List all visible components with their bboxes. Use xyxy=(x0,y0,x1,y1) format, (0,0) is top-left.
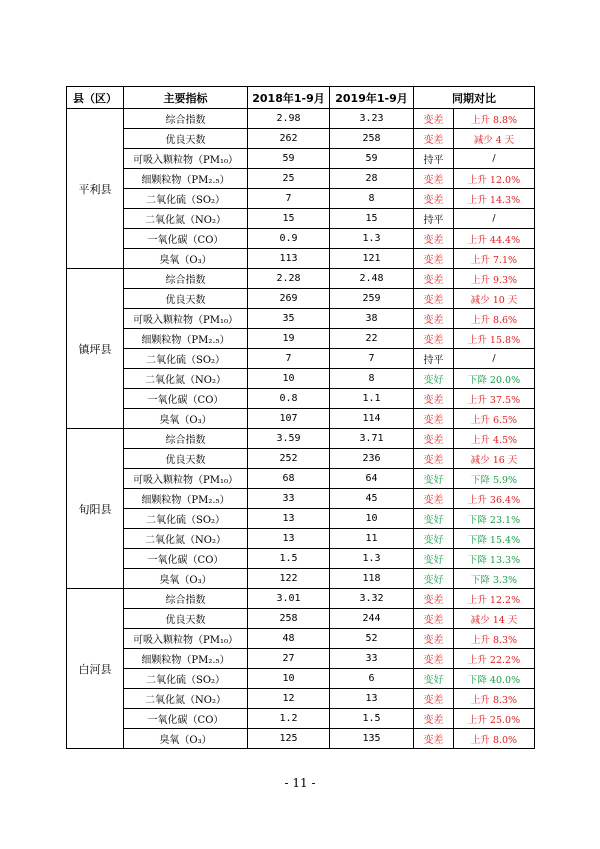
value-2018-cell: 27 xyxy=(248,649,330,669)
value-2018-cell: 19 xyxy=(248,329,330,349)
value-2019-cell: 8 xyxy=(330,189,414,209)
trend-cell: 变差 xyxy=(414,289,454,309)
value-2019-cell: 45 xyxy=(330,489,414,509)
indicator-cell: 优良天数 xyxy=(124,289,248,309)
trend-cell: 持平 xyxy=(414,149,454,169)
change-detail-cell: 下降 3.3% xyxy=(454,569,535,589)
table-row xyxy=(67,549,535,569)
value-2018-cell: 68 xyxy=(248,469,330,489)
value-2018-cell: 113 xyxy=(248,249,330,269)
change-detail-cell: 上升 22.2% xyxy=(454,649,535,669)
change-detail-cell: 下降 13.3% xyxy=(454,549,535,569)
trend-cell: 变好 xyxy=(414,569,454,589)
trend-cell: 变差 xyxy=(414,229,454,249)
value-2019-cell: 13 xyxy=(330,689,414,709)
indicator-cell: 可吸入颗粒物（PM₁₀） xyxy=(124,469,248,489)
table-row xyxy=(67,529,535,549)
indicator-cell: 综合指数 xyxy=(124,589,248,609)
value-2019-cell: 3.23 xyxy=(330,109,414,129)
change-detail-cell: 上升 8.0% xyxy=(454,729,535,749)
value-2019-cell: 2.48 xyxy=(330,269,414,289)
indicator-cell: 臭氧（O₃） xyxy=(124,249,248,269)
value-2018-cell: 7 xyxy=(248,189,330,209)
value-2019-cell: 6 xyxy=(330,669,414,689)
indicator-cell: 二氧化氮（NO₂） xyxy=(124,689,248,709)
change-detail-cell: 上升 25.0% xyxy=(454,709,535,729)
change-detail-cell: 上升 14.3% xyxy=(454,189,535,209)
header-indicator: 主要指标 xyxy=(124,87,248,109)
trend-cell: 变差 xyxy=(414,309,454,329)
value-2018-cell: 10 xyxy=(248,669,330,689)
value-2019-cell: 118 xyxy=(330,569,414,589)
change-detail-cell: 减少 10 天 xyxy=(454,289,535,309)
indicator-cell: 优良天数 xyxy=(124,449,248,469)
value-2018-cell: 59 xyxy=(248,149,330,169)
header-county: 县（区） xyxy=(67,87,124,109)
indicator-cell: 优良天数 xyxy=(124,609,248,629)
value-2018-cell: 258 xyxy=(248,609,330,629)
trend-cell: 变差 xyxy=(414,629,454,649)
county-cell: 旬阳县 xyxy=(67,429,124,589)
county-cell: 平利县 xyxy=(67,109,124,269)
trend-cell: 变差 xyxy=(414,389,454,409)
value-2019-cell: 1.5 xyxy=(330,709,414,729)
value-2018-cell: 0.9 xyxy=(248,229,330,249)
indicator-cell: 二氧化硫（SO₂） xyxy=(124,669,248,689)
indicator-cell: 综合指数 xyxy=(124,109,248,129)
value-2018-cell: 0.8 xyxy=(248,389,330,409)
trend-cell: 变差 xyxy=(414,189,454,209)
change-detail-cell: 上升 8.3% xyxy=(454,629,535,649)
indicator-cell: 可吸入颗粒物（PM₁₀） xyxy=(124,629,248,649)
indicator-cell: 二氧化氮（NO₂） xyxy=(124,369,248,389)
county-cell: 白河县 xyxy=(67,589,124,749)
change-detail-cell: 上升 8.6% xyxy=(454,309,535,329)
value-2018-cell: 13 xyxy=(248,509,330,529)
table-row xyxy=(67,149,535,169)
trend-cell: 变好 xyxy=(414,529,454,549)
trend-cell: 变差 xyxy=(414,589,454,609)
change-detail-cell: / xyxy=(454,209,535,229)
indicator-cell: 细颗粒物（PM₂.₅） xyxy=(124,489,248,509)
table-row xyxy=(67,489,535,509)
trend-cell: 变好 xyxy=(414,469,454,489)
change-detail-cell: 上升 7.1% xyxy=(454,249,535,269)
trend-cell: 变好 xyxy=(414,509,454,529)
table-row xyxy=(67,189,535,209)
table-row xyxy=(67,129,535,149)
value-2018-cell: 269 xyxy=(248,289,330,309)
indicator-cell: 二氧化硫（SO₂） xyxy=(124,189,248,209)
value-2019-cell: 38 xyxy=(330,309,414,329)
change-detail-cell: 下降 20.0% xyxy=(454,369,535,389)
table-row xyxy=(67,709,535,729)
trend-cell: 变差 xyxy=(414,689,454,709)
header-comparison: 同期对比 xyxy=(414,87,535,109)
indicator-cell: 综合指数 xyxy=(124,429,248,449)
change-detail-cell: 上升 15.8% xyxy=(454,329,535,349)
table-row xyxy=(67,409,535,429)
change-detail-cell: 下降 23.1% xyxy=(454,509,535,529)
table-row xyxy=(67,669,535,689)
indicator-cell: 可吸入颗粒物（PM₁₀） xyxy=(124,149,248,169)
trend-cell: 变好 xyxy=(414,669,454,689)
value-2019-cell: 114 xyxy=(330,409,414,429)
change-detail-cell: 上升 44.4% xyxy=(454,229,535,249)
indicator-cell: 二氧化硫（SO₂） xyxy=(124,349,248,369)
table-row xyxy=(67,329,535,349)
value-2018-cell: 122 xyxy=(248,569,330,589)
table-row xyxy=(67,109,535,129)
value-2019-cell: 59 xyxy=(330,149,414,169)
trend-cell: 变差 xyxy=(414,649,454,669)
indicator-cell: 一氧化碳（CO） xyxy=(124,549,248,569)
air-quality-table xyxy=(66,86,535,749)
table-body xyxy=(67,109,535,749)
page-number: - 11 - xyxy=(284,776,316,790)
trend-cell: 变差 xyxy=(414,409,454,429)
value-2019-cell: 1.1 xyxy=(330,389,414,409)
value-2018-cell: 12 xyxy=(248,689,330,709)
change-detail-cell: 减少 16 天 xyxy=(454,449,535,469)
indicator-cell: 细颗粒物（PM₂.₅） xyxy=(124,649,248,669)
indicator-cell: 综合指数 xyxy=(124,269,248,289)
table-row xyxy=(67,309,535,329)
value-2018-cell: 3.59 xyxy=(248,429,330,449)
change-detail-cell: 下降 40.0% xyxy=(454,669,535,689)
value-2019-cell: 11 xyxy=(330,529,414,549)
value-2018-cell: 2.28 xyxy=(248,269,330,289)
value-2018-cell: 48 xyxy=(248,629,330,649)
trend-cell: 变差 xyxy=(414,729,454,749)
value-2018-cell: 125 xyxy=(248,729,330,749)
value-2019-cell: 1.3 xyxy=(330,549,414,569)
value-2018-cell: 33 xyxy=(248,489,330,509)
change-detail-cell: 上升 9.3% xyxy=(454,269,535,289)
indicator-cell: 臭氧（O₃） xyxy=(124,569,248,589)
value-2018-cell: 1.2 xyxy=(248,709,330,729)
header-2019: 2019年1-9月 xyxy=(330,87,414,109)
value-2019-cell: 64 xyxy=(330,469,414,489)
table-row xyxy=(67,209,535,229)
table-row xyxy=(67,169,535,189)
table-row xyxy=(67,589,535,609)
value-2018-cell: 1.5 xyxy=(248,549,330,569)
table-row xyxy=(67,229,535,249)
value-2018-cell: 262 xyxy=(248,129,330,149)
change-detail-cell: 下降 5.9% xyxy=(454,469,535,489)
table-row xyxy=(67,729,535,749)
table-row xyxy=(67,569,535,589)
table-row xyxy=(67,609,535,629)
county-cell: 镇坪县 xyxy=(67,269,124,429)
indicator-cell: 一氧化碳（CO） xyxy=(124,389,248,409)
table-row xyxy=(67,509,535,529)
indicator-cell: 细颗粒物（PM₂.₅） xyxy=(124,169,248,189)
table-row xyxy=(67,389,535,409)
change-detail-cell: 减少 4 天 xyxy=(454,129,535,149)
value-2018-cell: 10 xyxy=(248,369,330,389)
trend-cell: 变差 xyxy=(414,329,454,349)
value-2019-cell: 236 xyxy=(330,449,414,469)
change-detail-cell: / xyxy=(454,349,535,369)
value-2018-cell: 2.98 xyxy=(248,109,330,129)
trend-cell: 变差 xyxy=(414,609,454,629)
value-2018-cell: 13 xyxy=(248,529,330,549)
indicator-cell: 臭氧（O₃） xyxy=(124,409,248,429)
value-2019-cell: 15 xyxy=(330,209,414,229)
trend-cell: 变差 xyxy=(414,269,454,289)
table-row xyxy=(67,689,535,709)
change-detail-cell: 上升 8.3% xyxy=(454,689,535,709)
trend-cell: 持平 xyxy=(414,209,454,229)
trend-cell: 变差 xyxy=(414,449,454,469)
trend-cell: 变差 xyxy=(414,249,454,269)
change-detail-cell: 上升 12.2% xyxy=(454,589,535,609)
change-detail-cell: 下降 15.4% xyxy=(454,529,535,549)
value-2019-cell: 258 xyxy=(330,129,414,149)
trend-cell: 变差 xyxy=(414,489,454,509)
table-row xyxy=(67,629,535,649)
trend-cell: 持平 xyxy=(414,349,454,369)
value-2018-cell: 7 xyxy=(248,349,330,369)
value-2018-cell: 25 xyxy=(248,169,330,189)
value-2019-cell: 3.71 xyxy=(330,429,414,449)
change-detail-cell: 上升 36.4% xyxy=(454,489,535,509)
value-2019-cell: 28 xyxy=(330,169,414,189)
indicator-cell: 二氧化氮（NO₂） xyxy=(124,209,248,229)
indicator-cell: 臭氧（O₃） xyxy=(124,729,248,749)
value-2019-cell: 33 xyxy=(330,649,414,669)
indicator-cell: 细颗粒物（PM₂.₅） xyxy=(124,329,248,349)
indicator-cell: 一氧化碳（CO） xyxy=(124,229,248,249)
header-2018: 2018年1-9月 xyxy=(248,87,330,109)
value-2019-cell: 259 xyxy=(330,289,414,309)
change-detail-cell: 减少 14 天 xyxy=(454,609,535,629)
table-row xyxy=(67,289,535,309)
trend-cell: 变差 xyxy=(414,429,454,449)
value-2019-cell: 121 xyxy=(330,249,414,269)
value-2019-cell: 1.3 xyxy=(330,229,414,249)
value-2018-cell: 107 xyxy=(248,409,330,429)
table-row xyxy=(67,369,535,389)
value-2019-cell: 8 xyxy=(330,369,414,389)
table-row xyxy=(67,269,535,289)
trend-cell: 变差 xyxy=(414,129,454,149)
table-row xyxy=(67,429,535,449)
trend-cell: 变差 xyxy=(414,709,454,729)
table-header-row xyxy=(67,87,535,109)
change-detail-cell: 上升 6.5% xyxy=(454,409,535,429)
change-detail-cell: 上升 12.0% xyxy=(454,169,535,189)
value-2018-cell: 3.01 xyxy=(248,589,330,609)
table-row xyxy=(67,649,535,669)
indicator-cell: 优良天数 xyxy=(124,129,248,149)
value-2018-cell: 252 xyxy=(248,449,330,469)
value-2018-cell: 35 xyxy=(248,309,330,329)
table-row xyxy=(67,449,535,469)
indicator-cell: 可吸入颗粒物（PM₁₀） xyxy=(124,309,248,329)
value-2018-cell: 15 xyxy=(248,209,330,229)
trend-cell: 变好 xyxy=(414,369,454,389)
value-2019-cell: 135 xyxy=(330,729,414,749)
value-2019-cell: 52 xyxy=(330,629,414,649)
value-2019-cell: 244 xyxy=(330,609,414,629)
indicator-cell: 二氧化氮（NO₂） xyxy=(124,529,248,549)
change-detail-cell: / xyxy=(454,149,535,169)
value-2019-cell: 10 xyxy=(330,509,414,529)
trend-cell: 变差 xyxy=(414,109,454,129)
table-row xyxy=(67,249,535,269)
value-2019-cell: 22 xyxy=(330,329,414,349)
change-detail-cell: 上升 37.5% xyxy=(454,389,535,409)
change-detail-cell: 上升 4.5% xyxy=(454,429,535,449)
value-2019-cell: 7 xyxy=(330,349,414,369)
change-detail-cell: 上升 8.8% xyxy=(454,109,535,129)
table-row xyxy=(67,469,535,489)
trend-cell: 变差 xyxy=(414,169,454,189)
value-2019-cell: 3.32 xyxy=(330,589,414,609)
indicator-cell: 二氧化硫（SO₂） xyxy=(124,509,248,529)
table-row xyxy=(67,349,535,369)
trend-cell: 变好 xyxy=(414,549,454,569)
indicator-cell: 一氧化碳（CO） xyxy=(124,709,248,729)
